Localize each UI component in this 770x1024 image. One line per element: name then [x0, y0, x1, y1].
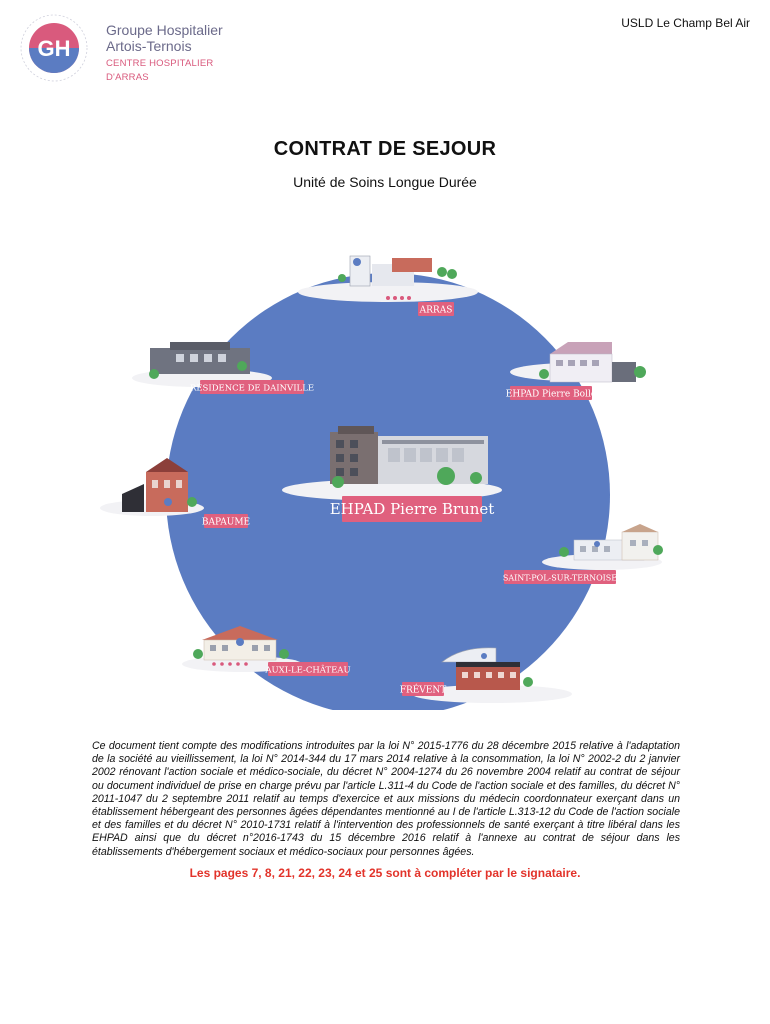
tag-dainville: RÉSIDENCE DE DAINVILLE [189, 383, 315, 394]
legal-paragraph: Ce document tient compte des modifications introduites par la loi N° 2015-1776 du 28 décembre 2015 relative à l'adaptation de la société au vieillissement, la loi N° 2014-344 du 17 mars 2014 relative à la consommation, la loi N° 2002-2 du 2 janvier 2002 rénovant l'action sociale et médico-sociale, du décret N° 2004-1274 du 26 novembre 2004 relatif au contrat de séjour ou document individuel de prise en charge prévu par l'article L.311-4 du Code de l'action sociale et des familles, du décret N° 2011-1047 du 2 septembre 2011 relatif au temps d'exercice et aux missions du médecin coordonnateur exerçant dans un établissement hébergeant des personnes âgées dépendantes mentionné au I de l'article L.313-12 du Code de l'action sociale et des familles et du décret N° 2010-1731 relatif à l'intervention des professionnels de santé exerçant à titre libéral dans les EHPAD ainsi que du décret n°2016-1743 du 15 décembre 2016 relatif à l'annexe au contrat de séjour dans les établissements d'hébergement sociaux et médico-sociaux pour personnes âgées. [92, 740, 680, 858]
tag-bapaume: BAPAUME [201, 517, 251, 528]
tag-pierre-bolle: EHPAD Pierre Bolle [505, 389, 597, 400]
document-title: CONTRAT DE SEJOUR [273, 138, 497, 160]
tag-frevent: FRÉVENT [399, 685, 447, 696]
tag-auxi: AUXI-LE-CHÂTEAU [265, 665, 351, 676]
document-subtitle: Unité de Soins Longue Durée [293, 174, 477, 190]
tag-saint-pol: SAINT-POL-SUR-TERNOISE [502, 573, 618, 583]
tag-arras: ARRAS [419, 305, 453, 316]
gh-logo-icon [18, 12, 90, 84]
signature-pages-note: Les pages 7, 8, 21, 22, 23, 24 et 25 sont à compléter par le signataire. [189, 866, 581, 880]
sites-map-illustration [92, 250, 682, 710]
hospital-logo [18, 12, 258, 82]
logo-name-line1: Groupe Hospitalier [106, 22, 223, 38]
tag-pierre-brunet: EHPAD Pierre Brunet [329, 500, 495, 518]
pierre-bolle-building [539, 342, 646, 382]
logo-name-line2: Artois-Ternois [106, 38, 192, 54]
unit-label: USLD Le Champ Bel Air [621, 16, 750, 30]
logo-subtitle: CENTRE HOSPITALIER D'ARRAS [106, 58, 214, 83]
logo-letters: GH [37, 36, 71, 61]
